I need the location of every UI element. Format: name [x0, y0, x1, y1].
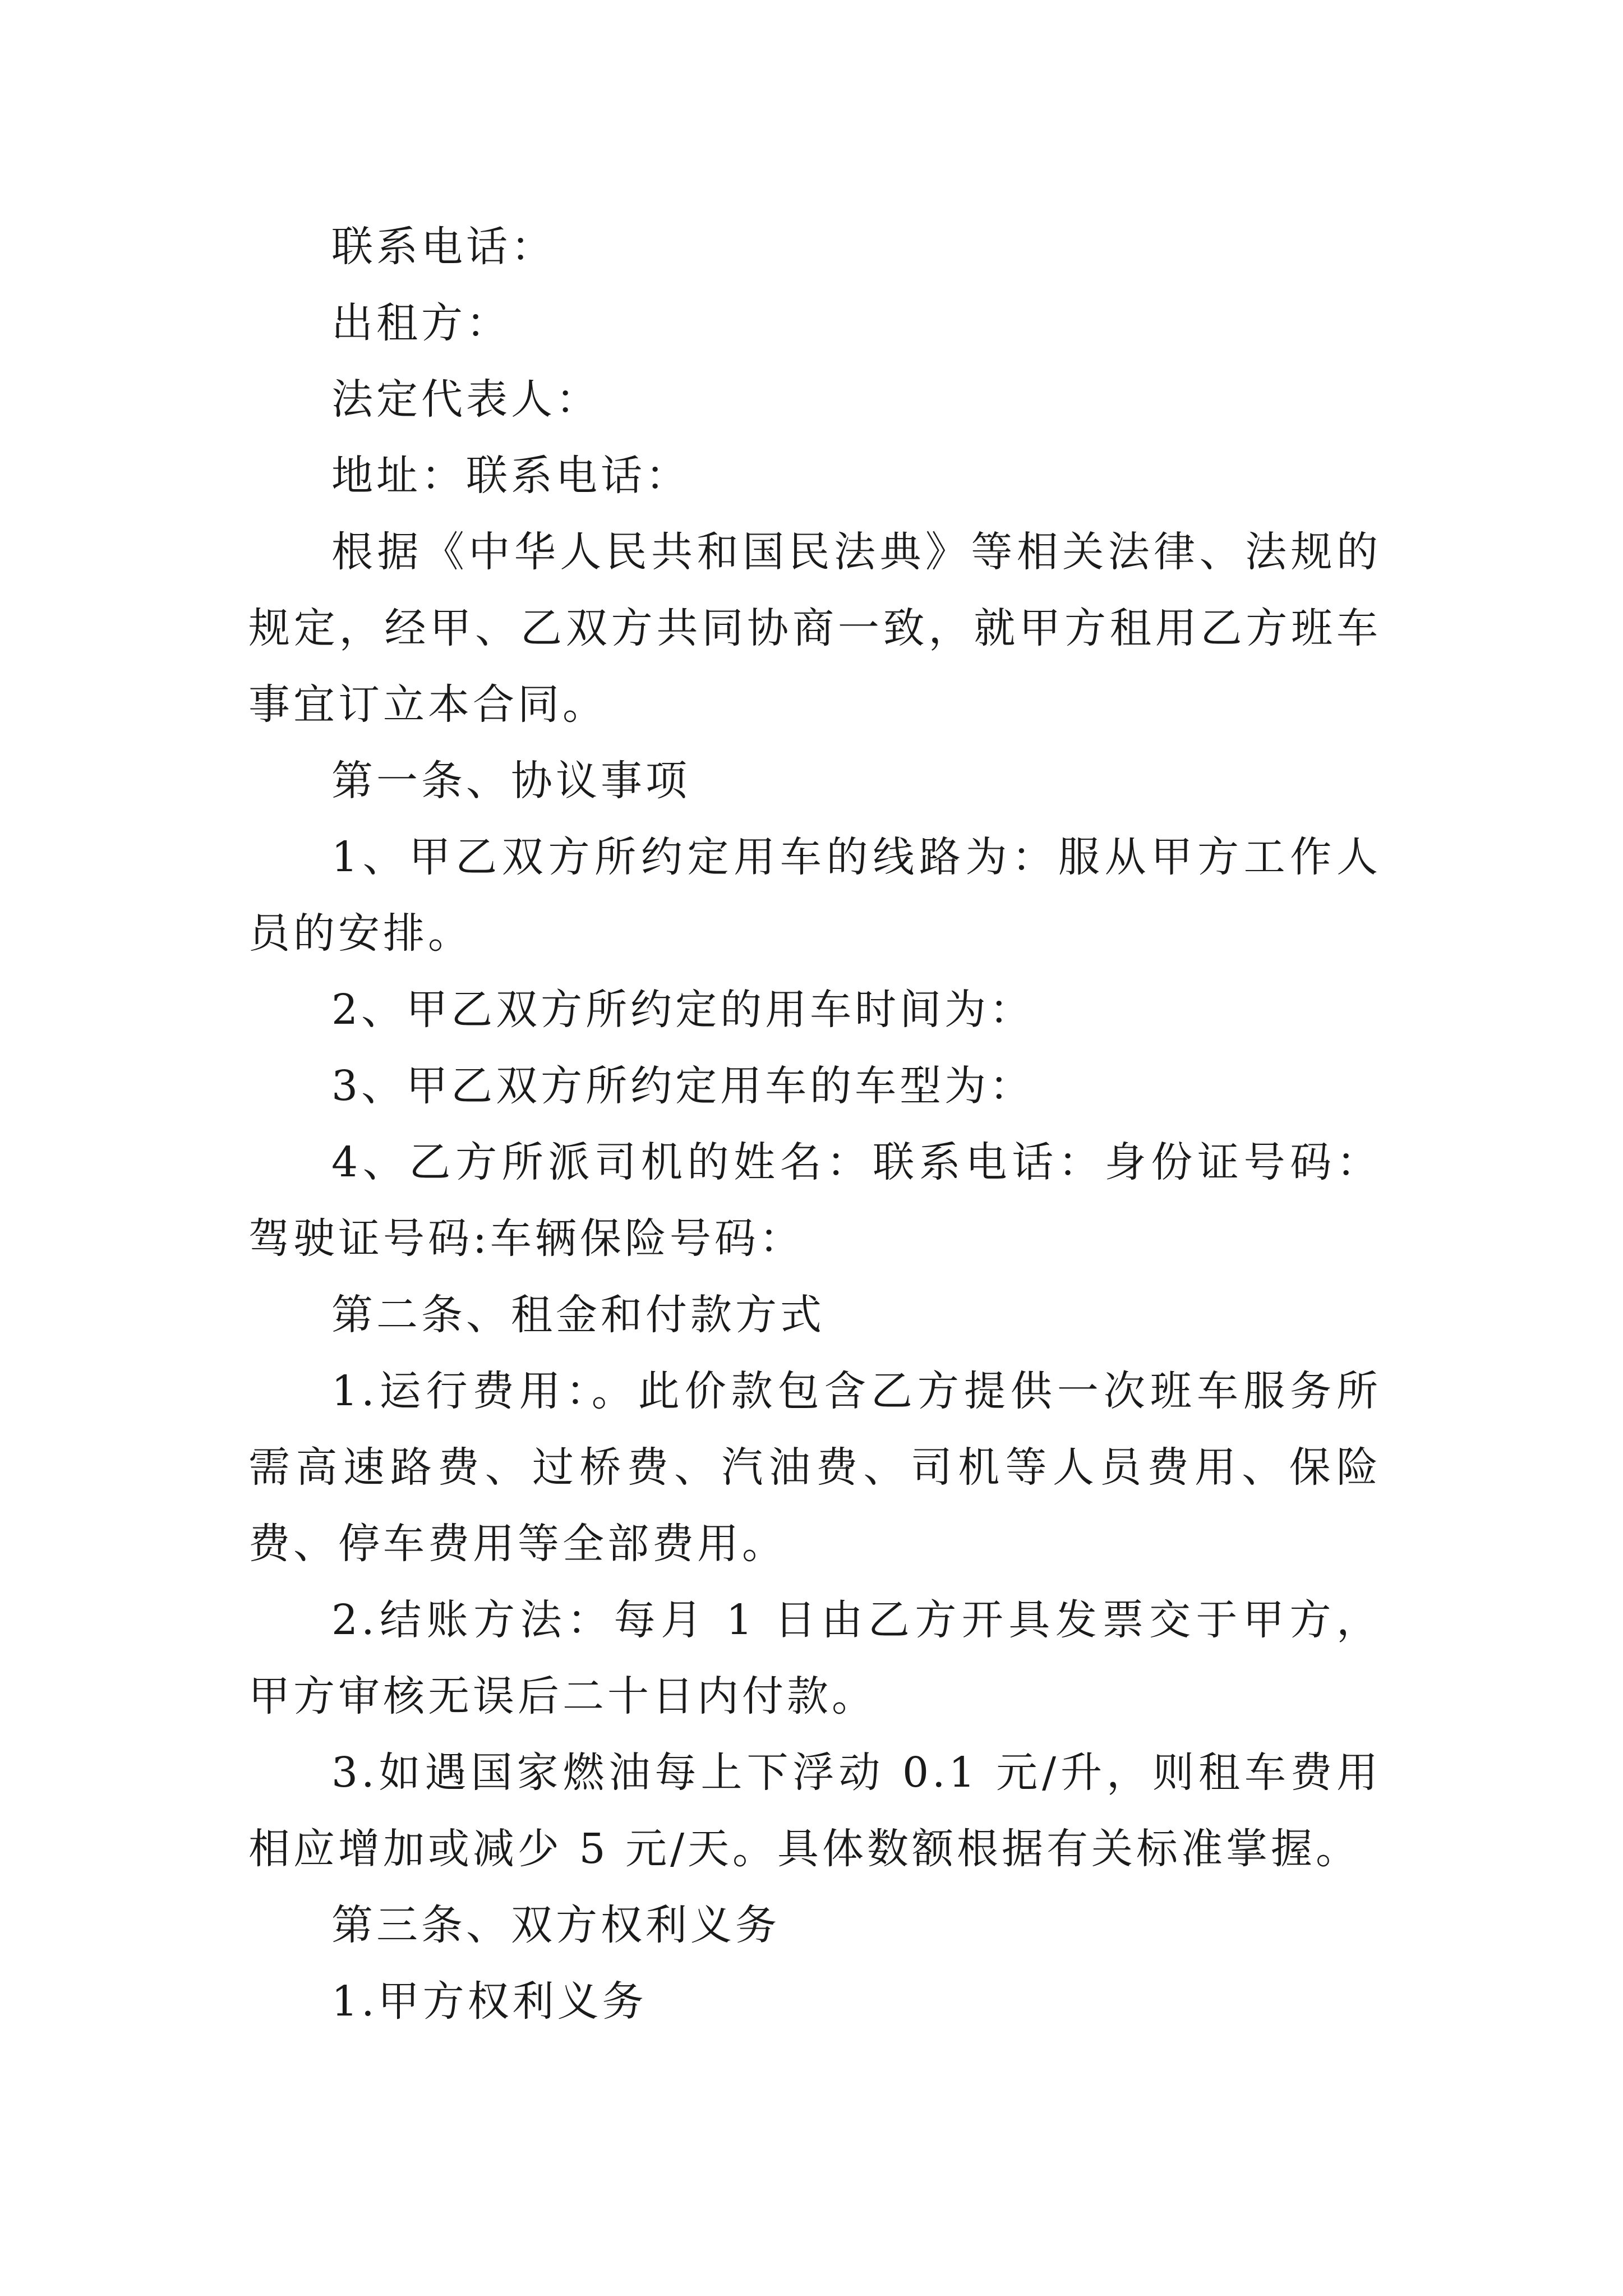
legal-representative-line: 法定代表人：	[331, 375, 601, 424]
document-body	[248, 209, 1381, 2040]
article-1-heading: 第一条、协议事项	[331, 757, 690, 805]
article-2-item-2: 2.结账方法：每月 1 日由乙方开具发票交于甲方，甲方审核无误后二十日内付款。	[248, 1596, 1381, 1720]
article-2-item-3: 3.如遇国家燃油每上下浮动 0.1 元/升，则租车费用相应增加或减少 5 元/天。具体数额根据有关标准掌握。	[248, 1749, 1381, 1873]
article-1-item-1: 1、甲乙双方所约定用车的线路为：服从甲方工作人员的安排。	[248, 833, 1381, 958]
article-3-item-1: 1.甲方权利义务	[331, 1977, 647, 2026]
article-1-item-3: 3、甲乙双方所约定用车的车型为：	[331, 1062, 1035, 1110]
contact-phone-line: 联系电话：	[331, 223, 556, 271]
preamble-paragraph: 根据《中华人民共和国民法典》等相关法律、法规的规定，经甲、乙双方共同协商一致，就甲方租用乙方班车事宜订立本合同。	[248, 528, 1381, 729]
article-1-item-4: 4、乙方所派司机的姓名：联系电话：身份证号码：驾驶证号码:车辆保险号码：	[248, 1138, 1381, 1263]
article-2-heading: 第二条、租金和付款方式	[331, 1291, 825, 1339]
article-3-heading: 第三条、双方权利义务	[331, 1901, 780, 1949]
address-phone-line: 地址：联系电话：	[331, 452, 690, 500]
article-1-item-2: 2、甲乙双方所约定的用车时间为：	[331, 986, 1035, 1034]
lessor-line: 出租方：	[331, 299, 511, 347]
article-2-item-1: 1.运行费用：。此价款包含乙方提供一次班车服务所需高速路费、过桥费、汽油费、司机等人员费用、保险费、停车费用等全部费用。	[248, 1367, 1381, 1568]
